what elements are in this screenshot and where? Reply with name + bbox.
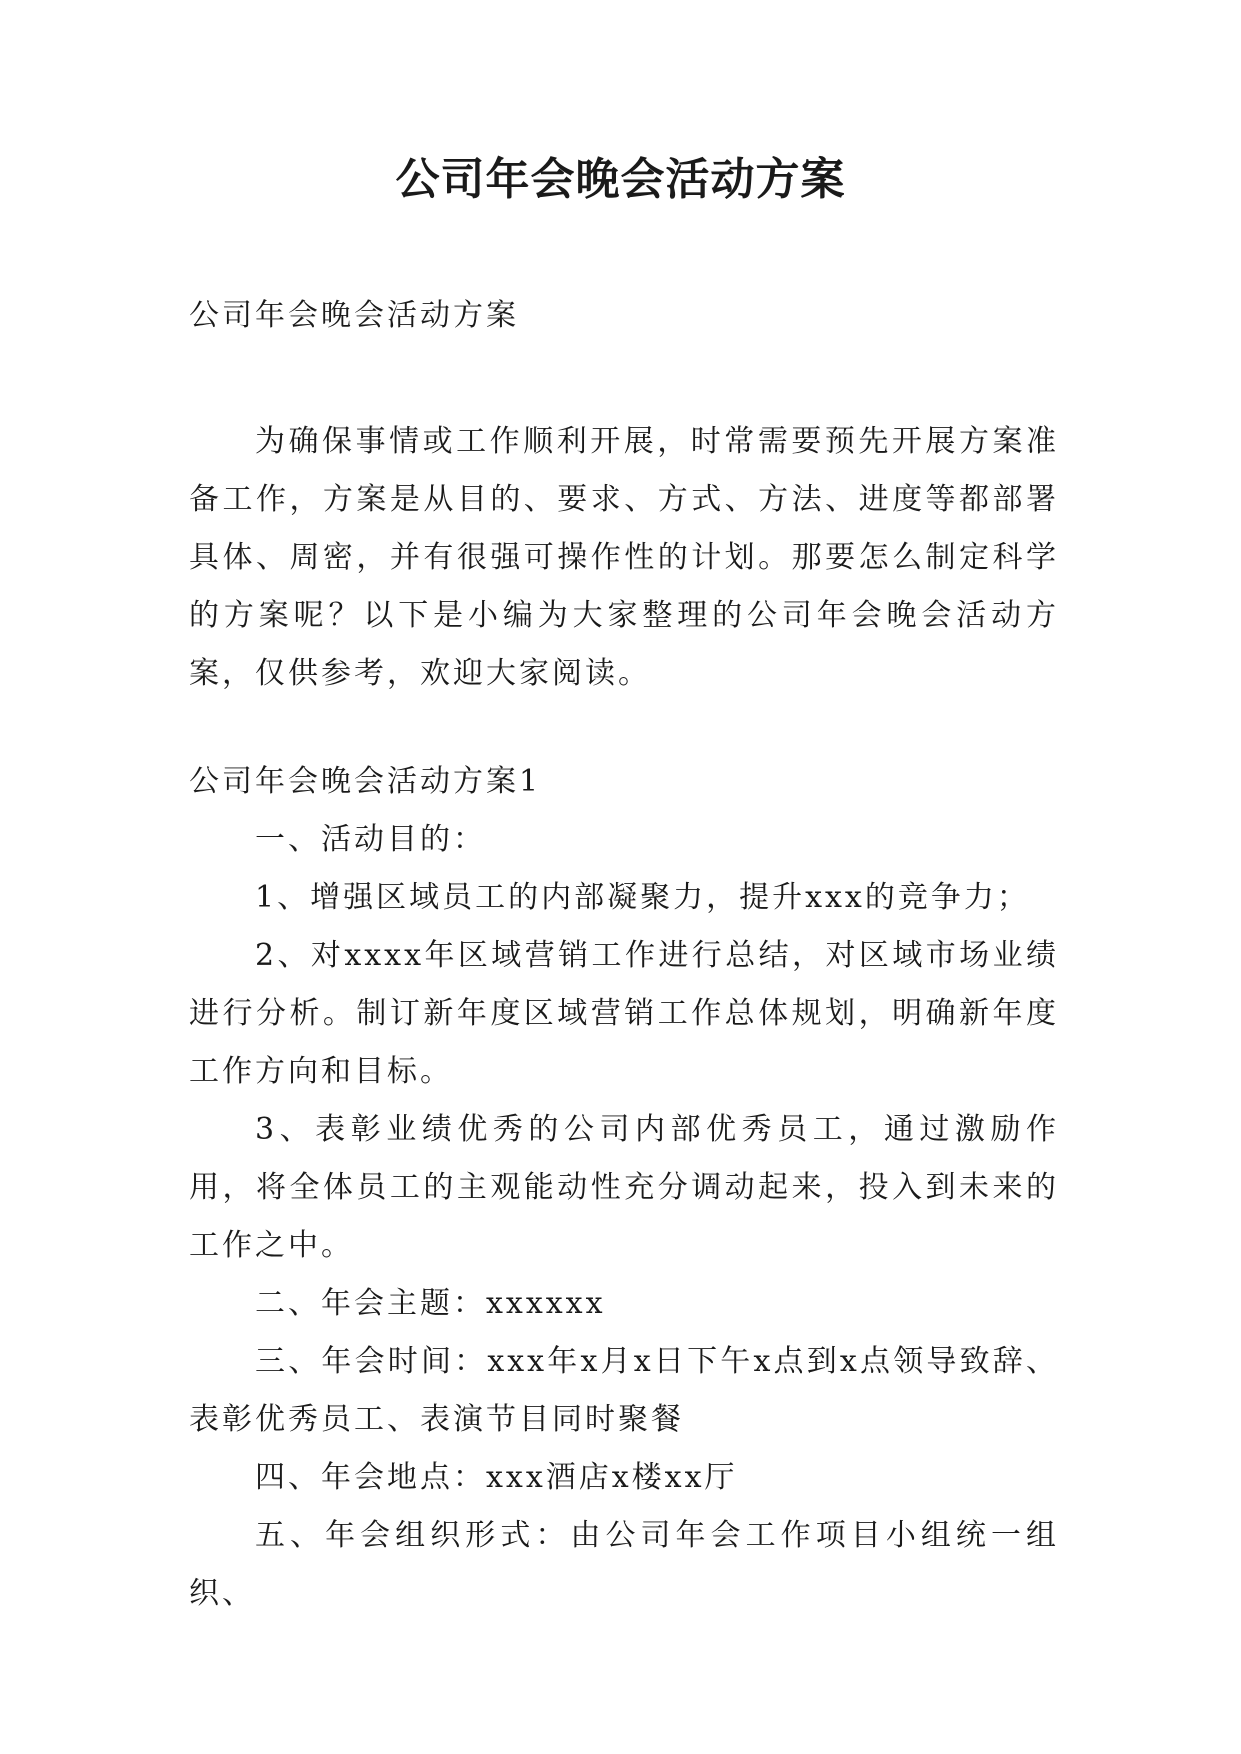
paragraph: 三、年会时间：xxx年x月x日下午x点到x点领导致辞、表彰优秀员工、表演节目同时聚餐 bbox=[189, 1344, 1059, 1437]
document-subtitle: 公司年会晚会活动方案 bbox=[189, 298, 519, 333]
intro-paragraph: 为确保事情或工作顺利开展，时常需要预先开展方案准备工作，方案是从目的、要求、方式、方法、进度等都部署具体、周密，并有很强可操作性的计划。那要怎么制定科学的方案呢？以下是小编为大家整理的公司年会晚会活动方案，仅供参考，欢迎大家阅读。 bbox=[189, 424, 1059, 691]
document-title: 公司年会晚会活动方案 bbox=[395, 154, 846, 205]
paragraph-spacer bbox=[189, 345, 1059, 403]
paragraph: 二、年会主题：xxxxxx bbox=[255, 1286, 606, 1321]
paragraph: 3、表彰业绩优秀的公司内部优秀员工，通过激励作用，将全体员工的主观能动性充分调动起来，投入到未来的工作之中。 bbox=[189, 1112, 1059, 1263]
paragraph: 五、年会组织形式：由公司年会工作项目小组统一组织、 bbox=[189, 1518, 1059, 1611]
paragraph: 四、年会地点：xxx酒店x楼xx厅 bbox=[255, 1460, 738, 1495]
paragraph: 1、增强区域员工的内部凝聚力，提升xxx的竞争力； bbox=[255, 880, 1030, 915]
document-body bbox=[189, 287, 1059, 1623]
paragraph: 一、活动目的： bbox=[255, 822, 486, 857]
paragraph: 2、对xxxx年区域营销工作进行总结，对区域市场业绩进行分析。制订新年度区域营销工作总体规划，明确新年度工作方向和目标。 bbox=[189, 938, 1059, 1089]
section-title: 公司年会晚会活动方案1 bbox=[189, 764, 542, 799]
paragraph-spacer bbox=[189, 703, 1059, 753]
